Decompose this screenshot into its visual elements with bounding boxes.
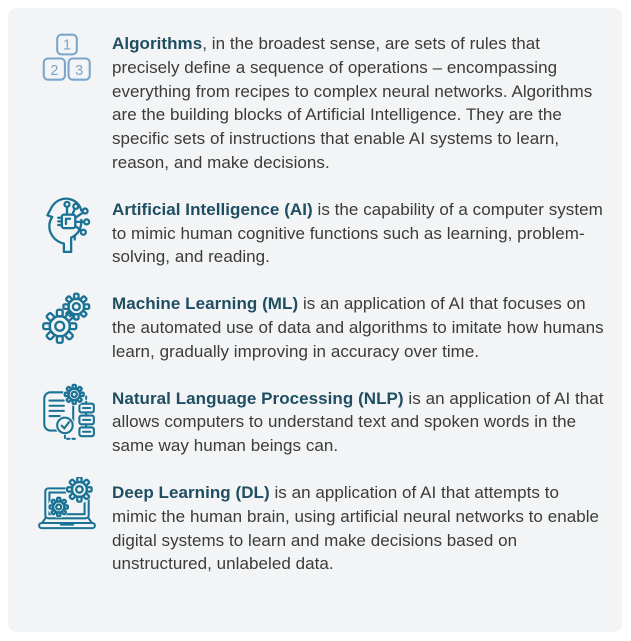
term-machine-learning: Machine Learning (ML) (112, 294, 299, 314)
block-digit-2: 2 (50, 62, 59, 79)
definition-row-machine-learning (22, 292, 612, 363)
block-digit-1: 1 (62, 37, 72, 54)
document-gear-flowchart-icon (22, 383, 112, 445)
definition-body-deep-learning: is an application of AI that attempts to mimic the human brain, using artificial neural networks to enable digital systems to learn and make decisions based on unstructured, unlabeled data. (112, 482, 600, 574)
term-algorithms: Algorithms (112, 34, 203, 53)
head-circuit-icon (22, 194, 112, 256)
term-natural-language-processing: Natural Language Processing (NLP) (112, 388, 404, 408)
definition-body-algorithms: , in the broadest sense, are sets of rules that precisely define a sequence of operations – encompassing everything from recipes to complex neural networks. Algorithms are the building blocks of Artificial Intelligence. They are the specific sets of instructions that enable AI systems to learn, reason, and make decisions. (112, 34, 593, 172)
definition-text-algorithms (112, 32, 608, 175)
block-digit-3: 3 (75, 62, 84, 79)
definition-row-artificial-intelligence (22, 198, 612, 269)
definition-text-machine-learning (112, 292, 608, 363)
definition-body-machine-learning: is an application of AI that focuses on the automated use of data and algorithms to imitate how humans learn, gradually improving in accuracy over time. (112, 294, 604, 361)
definition-body-natural-language-processing: is an application of AI that allows computers to understand text and spoken words in the same way human beings can. (112, 388, 604, 456)
number-blocks-icon (22, 28, 112, 90)
definition-row-algorithms (22, 32, 612, 175)
definition-body-artificial-intelligence: is the capability of a computer system to mimic human cognitive functions such as learning, problem-solving, and reading. (112, 199, 603, 267)
definition-text-deep-learning (112, 481, 608, 576)
laptop-gears-icon (22, 477, 112, 539)
gears-icon (22, 288, 112, 350)
definition-row-natural-language-processing (22, 387, 612, 458)
definition-row-deep-learning (22, 481, 612, 576)
term-deep-learning: Deep Learning (DL) (112, 482, 270, 502)
definition-text-artificial-intelligence (112, 198, 608, 269)
definitions-card (8, 8, 622, 632)
definition-text-natural-language-processing (112, 387, 608, 458)
term-artificial-intelligence: Artificial Intelligence (AI) (112, 199, 313, 219)
